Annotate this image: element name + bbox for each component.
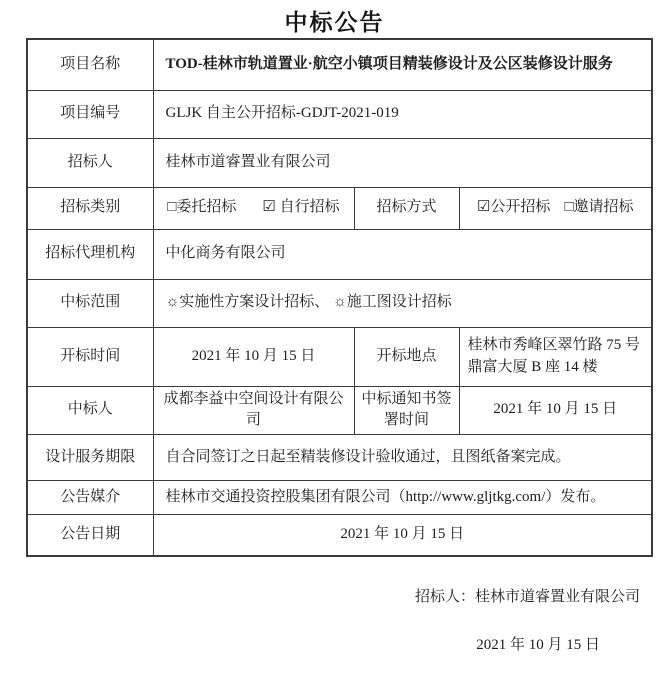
table-row <box>27 39 652 90</box>
winner-notice-time-label: 中标通知书签署时间 <box>354 386 459 435</box>
announce-date-value: 2021 年 10 月 15 日 <box>153 515 652 556</box>
scope-value: ☼实施性方案设计招标、 ☼施工图设计招标 <box>153 279 652 327</box>
footer-date: 2021 年 10 月 15 日 <box>476 637 600 653</box>
media-value: 桂林市交通投资控股集团有限公司（http://www.gljtkg.com/）发布。 <box>153 481 652 515</box>
service-period-label: 设计服务期限 <box>27 435 153 481</box>
tender-method-options <box>459 187 652 229</box>
bid-opening-place-value: 桂林市秀峰区翠竹路 75 号鼎富大厦 B 座 14 楼 <box>459 327 652 386</box>
table-row <box>27 279 652 327</box>
agency-label: 招标代理机构 <box>27 229 153 279</box>
winner-value: 成都李益中空间设计有限公司 <box>153 386 354 435</box>
table-row <box>27 138 652 187</box>
tenderer-label: 招标人 <box>27 138 153 187</box>
media-label: 公告媒介 <box>27 481 153 515</box>
bid-opening-place-label: 开标地点 <box>354 327 459 386</box>
checkbox-self-tender: ☑ 自行招标 <box>262 199 340 216</box>
bid-opening-time-label: 开标时间 <box>27 327 153 386</box>
winner-label: 中标人 <box>27 386 153 435</box>
agency-value: 中化商务有限公司 <box>153 229 652 279</box>
project-number-label: 项目编号 <box>27 90 153 138</box>
table-row <box>27 90 652 138</box>
table-row <box>27 327 652 386</box>
project-number-value: GLJK 自主公开招标-GDJT-2021-019 <box>153 90 652 138</box>
announce-date-label: 公告日期 <box>27 515 153 556</box>
tender-method-label: 招标方式 <box>354 187 459 229</box>
table-row <box>27 386 652 435</box>
tenderer-value: 桂林市道睿置业有限公司 <box>153 138 652 187</box>
page-title: 中标公告 <box>284 10 385 35</box>
checkbox-invited-tender: □邀请招标 <box>564 199 634 216</box>
service-period-value: 自合同签订之日起至精装修设计验收通过，且图纸备案完成。 <box>153 435 652 481</box>
table-row <box>27 435 652 481</box>
table-row <box>27 481 652 515</box>
table-row <box>27 229 652 279</box>
checkbox-open-tender: ☑公开招标 <box>476 199 551 216</box>
bid-opening-time-value: 2021 年 10 月 15 日 <box>153 327 354 386</box>
announcement-table <box>26 38 653 557</box>
tender-category-options <box>153 187 354 229</box>
project-name-value: TOD-桂林市轨道置业·航空小镇项目精装修设计及公区装修设计服务 <box>153 39 652 90</box>
checkbox-delegated-tender: □委托招标 <box>167 199 237 216</box>
winner-notice-time-value: 2021 年 10 月 15 日 <box>459 386 652 435</box>
tender-category-label: 招标类别 <box>27 187 153 229</box>
scope-label: 中标范围 <box>27 279 153 327</box>
table-row <box>27 515 652 556</box>
footer-tenderer-signature: 招标人：桂林市道睿置业有限公司 <box>414 589 640 605</box>
table-row <box>27 187 652 229</box>
project-name-label: 项目名称 <box>27 39 153 90</box>
